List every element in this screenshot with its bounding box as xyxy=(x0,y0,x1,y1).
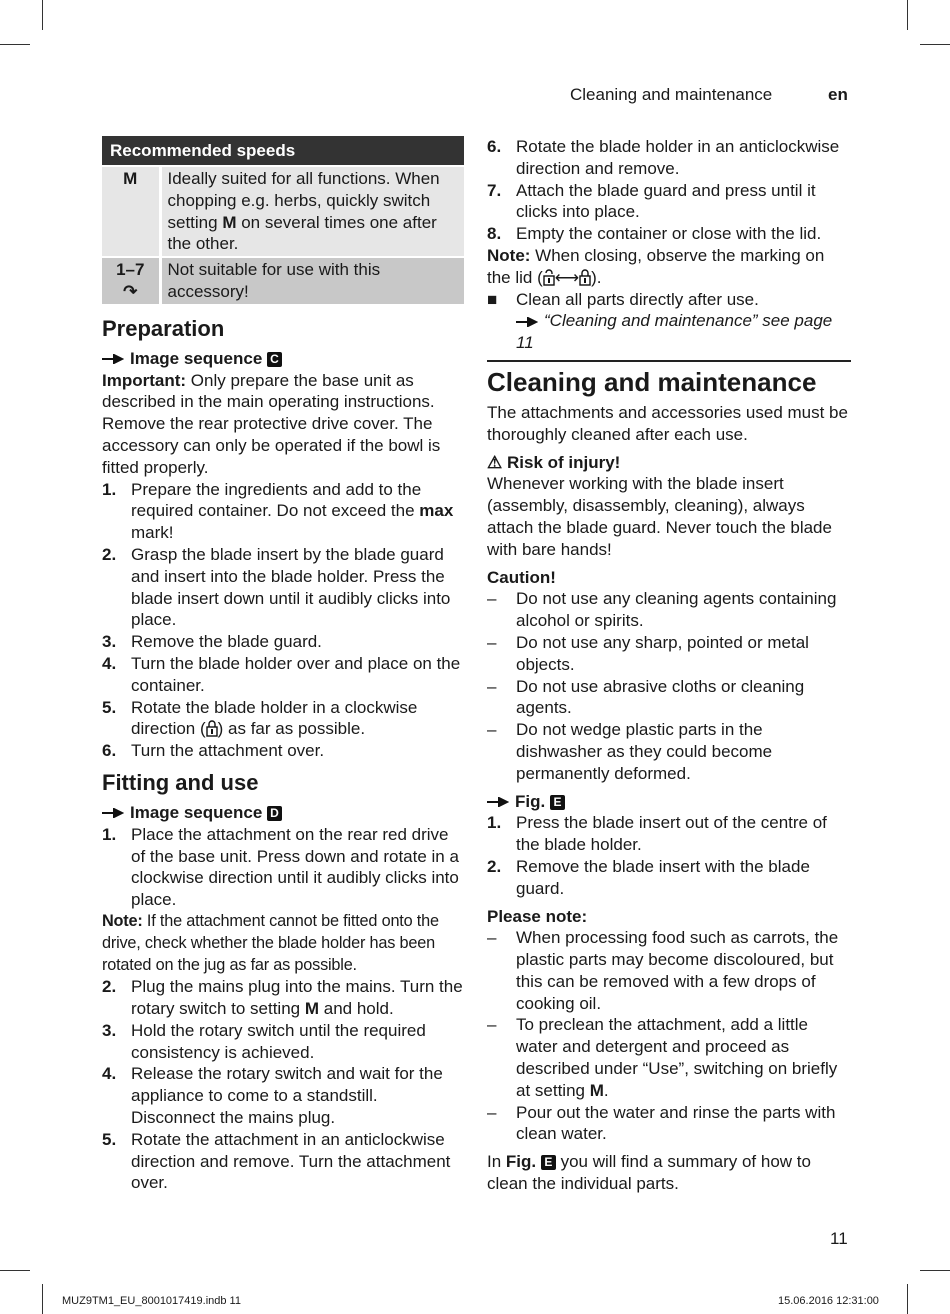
list-item: 1. Press the blade insert out of the centre of the blade holder. xyxy=(487,813,827,855)
crop-mark xyxy=(0,44,30,45)
note: Note: If the attachment cannot be fitted onto the drive, check whether the blade holder has been rotated on the jug as far as possible. xyxy=(102,911,439,974)
list-item: 6. Rotate the blade holder in an anticlockwise direction and remove. xyxy=(487,137,840,178)
footer-date: 15.06.2016 12:31:00 xyxy=(778,1295,879,1307)
list-item: 7. Attach the blade guard and press until it clicks into place. xyxy=(487,180,816,222)
image-sequence-ref: Image sequence C xyxy=(102,348,466,370)
list-item: 4. Release the rotary switch and wait for the appliance to come to a standstill. Disconnect the mains plug. xyxy=(102,1064,443,1128)
list-item: 3. Remove the blade guard. xyxy=(102,632,322,652)
arrow-icon xyxy=(102,808,124,818)
letter-box-icon: D xyxy=(267,806,282,821)
running-header: Cleaning and maintenance xyxy=(570,85,773,104)
paragraph: The attachments and accessories used must be thoroughly cleaned after each use. xyxy=(487,402,848,444)
list-item: 8. Empty the container or close with the lid. xyxy=(487,224,822,244)
crop-mark xyxy=(907,0,908,30)
list-item: – When processing food such as carrots, the plastic parts may become discoloured, but this can be removed with a few drops of cooking oil. xyxy=(487,928,839,1013)
lock-open-icon xyxy=(543,268,555,286)
rotate-icon: ↷ xyxy=(123,281,138,301)
recommended-speeds-table xyxy=(102,136,464,304)
list-item: 5. Rotate the blade holder in a clockwise direction ( ) as far as possible. xyxy=(102,697,418,739)
list-item: – To preclean the attachment, add a little water and detergent and proceed as described under “Use”, switching on briefly at setting M. xyxy=(487,1015,838,1100)
please-note-heading: Please note: xyxy=(487,906,588,926)
right-column xyxy=(487,136,851,1195)
table-title: Recommended speeds xyxy=(102,136,464,166)
list-item: – Do not use any cleaning agents containing alcohol or spirits. xyxy=(487,589,837,631)
crop-mark xyxy=(920,1270,950,1271)
list-item: – Do not use any sharp, pointed or metal objects. xyxy=(487,632,809,674)
warning-heading: ⚠ Risk of injury! xyxy=(487,452,621,472)
note: Note: When closing, observe the marking on the lid ( ⟷ ). xyxy=(487,245,825,287)
list-item: 2. Remove the blade insert with the blade guard. xyxy=(487,856,810,898)
double-arrow-icon: ⟷ xyxy=(554,267,580,287)
lock-closed-icon xyxy=(206,719,218,737)
list-item: – Do not wedge plastic parts in the dishwasher as they could become permanently deformed. xyxy=(487,720,773,783)
list-item: 2. Grasp the blade insert by the blade guard and insert into the blade holder. Press the blade insert down until it audibly clicks into place. xyxy=(102,544,451,630)
letter-box-icon: C xyxy=(267,352,282,367)
caution-heading: Caution! xyxy=(487,567,556,587)
table-row xyxy=(102,166,464,257)
crop-mark xyxy=(907,1284,908,1314)
section-heading: Preparation xyxy=(102,315,225,341)
list-item: 3. Hold the rotary switch until the required consistency is achieved. xyxy=(102,1020,426,1062)
speed-key: 1–7 ↷ xyxy=(102,257,160,304)
list-item: 6. Turn the attachment over. xyxy=(102,741,325,761)
left-column xyxy=(102,136,466,1194)
speed-desc: Ideally suited for all functions. When chopping e.g. herbs, quickly switch setting M on several times one after the other. xyxy=(160,166,464,257)
bullet-item: ■ Clean all parts directly after use. “Cleaning and maintenance” see page 11 xyxy=(487,289,833,353)
arrow-icon xyxy=(487,797,509,807)
letter-box-icon: E xyxy=(541,1155,556,1170)
speed-desc: Not suitable for use with this accessory! xyxy=(160,257,464,304)
section-heading: Fitting and use xyxy=(102,769,259,795)
paragraph: In Fig. E you will find a summary of how to clean the individual parts. xyxy=(487,1152,811,1194)
list-item: 2. Plug the mains plug into the mains. Turn the rotary switch to setting M and hold. xyxy=(102,977,463,1019)
important-note: Important: Only prepare the base unit as described in the main operating instructions. Remove the rear protective drive cover. The accessory can only be operated if the bowl is fitted properly. xyxy=(102,370,441,477)
arrow-icon xyxy=(516,317,538,327)
letter-box-icon: E xyxy=(550,795,565,810)
footer-file: MUZ9TM1_EU_8001017419.indb 11 xyxy=(62,1295,241,1307)
list-item: 1. Prepare the ingredients and add to the required container. Do not exceed the max mark! xyxy=(102,479,454,543)
crop-mark xyxy=(0,1270,30,1271)
paragraph: Whenever working with the blade insert (assembly, disassembly, cleaning), always attach the blade guard. Never touch the blade with bare hands! xyxy=(487,474,832,559)
list-item: – Pour out the water and rinse the parts with clean water. xyxy=(487,1102,836,1144)
image-sequence-ref: Image sequence D xyxy=(102,802,466,824)
table-row xyxy=(102,257,464,304)
speed-key: M xyxy=(102,166,160,257)
figure-ref: Fig. E xyxy=(487,791,851,813)
crop-mark xyxy=(42,1284,43,1314)
list-item: 5. Rotate the attachment in an anticlockwise direction and remove. Turn the attachment over. xyxy=(102,1129,451,1193)
crop-mark xyxy=(920,44,950,45)
page-number: 11 xyxy=(830,1229,848,1248)
language-code: en xyxy=(828,85,848,104)
bullet-icon: ■ xyxy=(487,289,498,309)
list-item: 4. Turn the blade holder over and place on the container. xyxy=(102,653,461,695)
cross-reference-link[interactable]: “Cleaning and maintenance” see page 11 xyxy=(516,311,833,353)
arrow-icon xyxy=(102,354,124,364)
crop-mark xyxy=(42,0,43,30)
section-heading: Cleaning and maintenance xyxy=(487,360,851,398)
lock-closed-icon xyxy=(579,268,591,286)
warning-icon: ⚠ xyxy=(487,452,503,472)
list-item: – Do not use abrasive cloths or cleaning agents. xyxy=(487,676,805,718)
list-item: 1. Place the attachment on the rear red drive of the base unit. Press down and rotate in a clockwise direction until it audibly clicks into place. xyxy=(102,824,459,910)
